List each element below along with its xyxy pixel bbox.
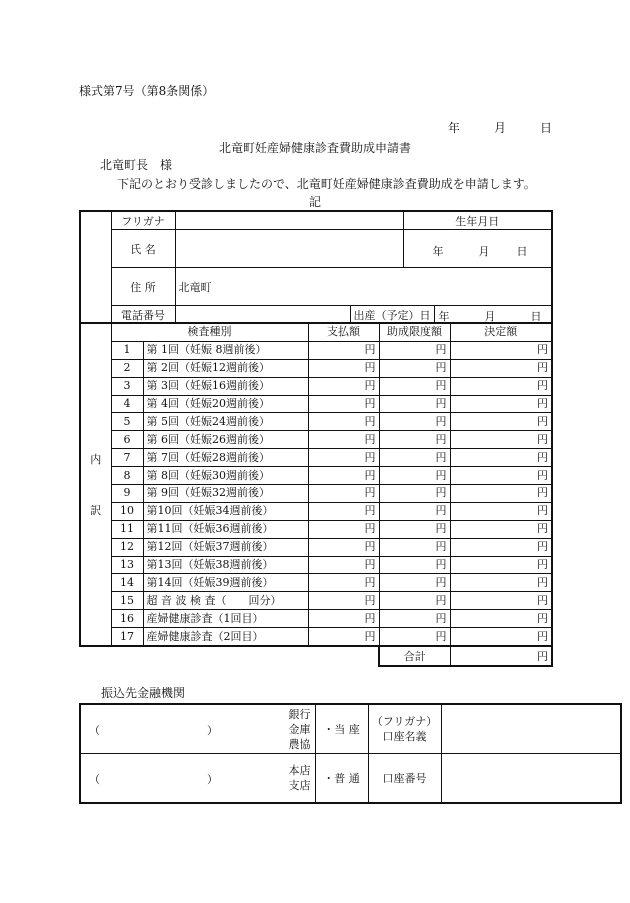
row-number: 16: [111, 610, 143, 628]
exam-name: 第 9回（妊娠32週前後）: [143, 485, 308, 503]
breakdown-row: [80, 413, 552, 431]
breakdown-row: [80, 520, 552, 538]
total-value[interactable]: 円: [450, 646, 552, 666]
branch-shiten: 支店: [288, 779, 311, 792]
paid-amount[interactable]: 円: [308, 556, 379, 574]
account-number-field[interactable]: [442, 754, 621, 802]
address-label: 住 所: [111, 268, 175, 306]
exam-name: 第 2回（妊娠12週前後）: [143, 359, 308, 377]
paid-amount[interactable]: 円: [308, 431, 379, 449]
holder-name-field[interactable]: [442, 705, 621, 753]
decided-amount[interactable]: 円: [450, 485, 552, 503]
decided-amount[interactable]: 円: [450, 556, 552, 574]
paid-amount[interactable]: 円: [308, 592, 379, 610]
bank-table: [79, 703, 622, 804]
date-month: 月: [494, 121, 507, 135]
limit-amount[interactable]: 円: [379, 592, 450, 610]
holder-furigana-label: （フリガナ）: [371, 715, 438, 728]
breakdown-row: [80, 359, 552, 377]
furigana-label: フリガナ: [111, 211, 175, 230]
breakdown-row: [80, 377, 552, 395]
paid-amount[interactable]: 円: [308, 628, 379, 646]
applicant-table: [79, 210, 553, 324]
decided-amount[interactable]: 円: [450, 395, 552, 413]
limit-amount[interactable]: 円: [379, 610, 450, 628]
decided-amount[interactable]: 円: [450, 413, 552, 431]
phone-field[interactable]: [175, 306, 350, 324]
decided-amount[interactable]: 円: [450, 502, 552, 520]
row-number: 17: [111, 628, 143, 646]
breakdown-row: [80, 449, 552, 467]
paid-amount[interactable]: 円: [308, 341, 379, 359]
name-field[interactable]: [175, 230, 403, 268]
breakdown-row: [80, 538, 552, 556]
limit-amount[interactable]: 円: [379, 628, 450, 646]
addressee: 北竜町長 様: [100, 158, 173, 172]
due-month-label: 月: [484, 310, 496, 323]
paid-amount[interactable]: 円: [308, 377, 379, 395]
side-label-uchi: 内: [90, 452, 102, 466]
limit-amount[interactable]: 円: [379, 520, 450, 538]
decided-amount[interactable]: 円: [450, 377, 552, 395]
decided-amount[interactable]: 円: [450, 449, 552, 467]
bank-name-field[interactable]: [80, 704, 261, 754]
limit-amount[interactable]: 円: [379, 341, 450, 359]
birthdate-field[interactable]: [403, 230, 552, 268]
breakdown-row: [80, 556, 552, 574]
decided-amount[interactable]: 円: [450, 538, 552, 556]
intro-text: 下記のとおり受診しましたので、北竜町妊産婦健康診査費助成を申請します。: [117, 177, 536, 191]
inst-kinko: 金庫: [288, 722, 311, 736]
exam-name: 第 8回（妊娠30週前後）: [143, 467, 308, 485]
breakdown-side-label: [80, 323, 111, 646]
branch-honten: 本店: [288, 764, 311, 777]
row-number: 4: [111, 395, 143, 413]
holder-label-cell: [369, 705, 442, 753]
holder-label: 口座名義: [382, 730, 427, 743]
limit-amount[interactable]: 円: [379, 467, 450, 485]
paid-amount[interactable]: 円: [308, 538, 379, 556]
due-day-label: 日: [530, 310, 542, 323]
breakdown-row: [80, 574, 552, 592]
address-field[interactable]: 北竜町: [175, 268, 552, 306]
header-decided: 決定額: [450, 323, 552, 341]
row-number: 11: [111, 520, 143, 538]
decided-amount[interactable]: 円: [450, 628, 552, 646]
date-year: 年: [448, 121, 461, 135]
breakdown-row: [80, 502, 552, 520]
limit-amount[interactable]: 円: [379, 395, 450, 413]
exam-name: 第 1回（妊娠 8週前後）: [143, 341, 308, 359]
limit-amount[interactable]: 円: [379, 556, 450, 574]
paid-amount[interactable]: 円: [308, 467, 379, 485]
row-number: 14: [111, 574, 143, 592]
row-number: 8: [111, 467, 143, 485]
breakdown-row: [80, 592, 552, 610]
paid-amount[interactable]: 円: [308, 574, 379, 592]
limit-amount[interactable]: 円: [379, 359, 450, 377]
row-number: 15: [111, 592, 143, 610]
paid-amount[interactable]: 円: [308, 485, 379, 503]
limit-amount[interactable]: 円: [379, 449, 450, 467]
row-number: 1: [111, 341, 143, 359]
date-day: 日: [540, 121, 553, 135]
decided-amount[interactable]: 円: [450, 592, 552, 610]
exam-name: 第14回（妊娠39週前後）: [143, 574, 308, 592]
due-year-label: 年: [438, 310, 450, 323]
exam-name: 産婦健康診査（1回目）: [143, 610, 308, 628]
birth-day-label: 日: [516, 245, 528, 258]
breakdown-row: [80, 431, 552, 449]
exam-name: 第 5回（妊娠24週前後）: [143, 413, 308, 431]
decided-amount[interactable]: 円: [450, 520, 552, 538]
document-title: 北竜町妊産婦健康診査費助成申請書: [218, 141, 411, 155]
decided-amount[interactable]: 円: [450, 431, 552, 449]
paren-open: （: [89, 773, 100, 786]
phone-label: 電話番号: [111, 306, 175, 324]
total-label: 合計: [379, 646, 450, 666]
header-exam-type: 検査種別: [111, 323, 308, 341]
branch-type: [261, 754, 315, 804]
name-label: 氏 名: [111, 230, 175, 268]
breakdown-row: [80, 395, 552, 413]
paid-amount[interactable]: 円: [308, 610, 379, 628]
decided-amount[interactable]: 円: [450, 359, 552, 377]
exam-name: 第13回（妊娠38週前後）: [143, 556, 308, 574]
limit-amount[interactable]: 円: [379, 413, 450, 431]
paid-amount[interactable]: 円: [308, 413, 379, 431]
decided-amount[interactable]: 円: [450, 467, 552, 485]
exam-name: 第 4回（妊娠20週前後）: [143, 395, 308, 413]
breakdown-row: [80, 485, 552, 503]
paren-close: ）: [207, 773, 218, 786]
paren-open: （: [89, 724, 100, 737]
breakdown-row: [80, 341, 552, 359]
birth-year-label: 年: [432, 245, 444, 258]
decided-amount[interactable]: 円: [450, 610, 552, 628]
account-number-label: 口座番号: [369, 754, 442, 802]
bank-section-title: 振込先金融機関: [101, 686, 186, 700]
side-label-wake: 訳: [90, 503, 102, 517]
row-number: 6: [111, 431, 143, 449]
row-number: 10: [111, 502, 143, 520]
row-number: 13: [111, 556, 143, 574]
total-table: [378, 645, 553, 667]
limit-amount[interactable]: 円: [379, 538, 450, 556]
furigana-field[interactable]: [175, 211, 403, 230]
breakdown-row: [80, 610, 552, 628]
breakdown-table: [79, 322, 553, 647]
decided-amount[interactable]: 円: [450, 341, 552, 359]
birth-month-label: 月: [478, 245, 490, 258]
breakdown-row: [80, 467, 552, 485]
row-number: 3: [111, 377, 143, 395]
account-current-option[interactable]: ・当 座: [316, 705, 369, 753]
row-number: 5: [111, 413, 143, 431]
header-paid: 支払額: [308, 323, 379, 341]
paid-amount[interactable]: 円: [308, 359, 379, 377]
header-limit: 助成限度額: [379, 323, 450, 341]
paid-amount[interactable]: 円: [308, 520, 379, 538]
ki-label: 記: [309, 195, 322, 209]
account-normal-option[interactable]: ・普 通: [316, 754, 369, 802]
form-number: 様式第7号（第8条関係）: [79, 84, 215, 98]
paid-amount[interactable]: 円: [308, 502, 379, 520]
exam-name: 第11回（妊娠36週前後）: [143, 520, 308, 538]
row-number: 9: [111, 485, 143, 503]
paid-amount[interactable]: 円: [308, 395, 379, 413]
due-date-field[interactable]: [434, 306, 552, 324]
row-number: 2: [111, 359, 143, 377]
institution-type: [261, 704, 315, 754]
exam-name: 第 7回（妊娠28週前後）: [143, 449, 308, 467]
limit-amount[interactable]: 円: [379, 485, 450, 503]
exam-name: 第 6回（妊娠26週前後）: [143, 431, 308, 449]
exam-name: 超 音 波 検 査（ 回分）: [143, 592, 308, 610]
limit-amount[interactable]: 円: [379, 502, 450, 520]
due-date-label: 出産（予定）日: [350, 306, 434, 324]
breakdown-row: [80, 628, 552, 646]
paid-amount[interactable]: 円: [308, 449, 379, 467]
row-number: 7: [111, 449, 143, 467]
limit-amount[interactable]: 円: [379, 377, 450, 395]
paren-close: ）: [207, 724, 218, 737]
inst-bank: 銀行: [288, 707, 311, 721]
exam-name: 産婦健康診査（2回目）: [143, 628, 308, 646]
exam-name: 第12回（妊娠37週前後）: [143, 538, 308, 556]
exam-name: 第10回（妊娠34週前後）: [143, 502, 308, 520]
inst-nokyo: 農協: [288, 737, 311, 751]
decided-amount[interactable]: 円: [450, 574, 552, 592]
limit-amount[interactable]: 円: [379, 431, 450, 449]
exam-name: 第 3回（妊娠16週前後）: [143, 377, 308, 395]
limit-amount[interactable]: 円: [379, 574, 450, 592]
row-number: 12: [111, 538, 143, 556]
branch-name-field[interactable]: [80, 754, 261, 804]
birthdate-label: 生年月日: [403, 211, 552, 230]
